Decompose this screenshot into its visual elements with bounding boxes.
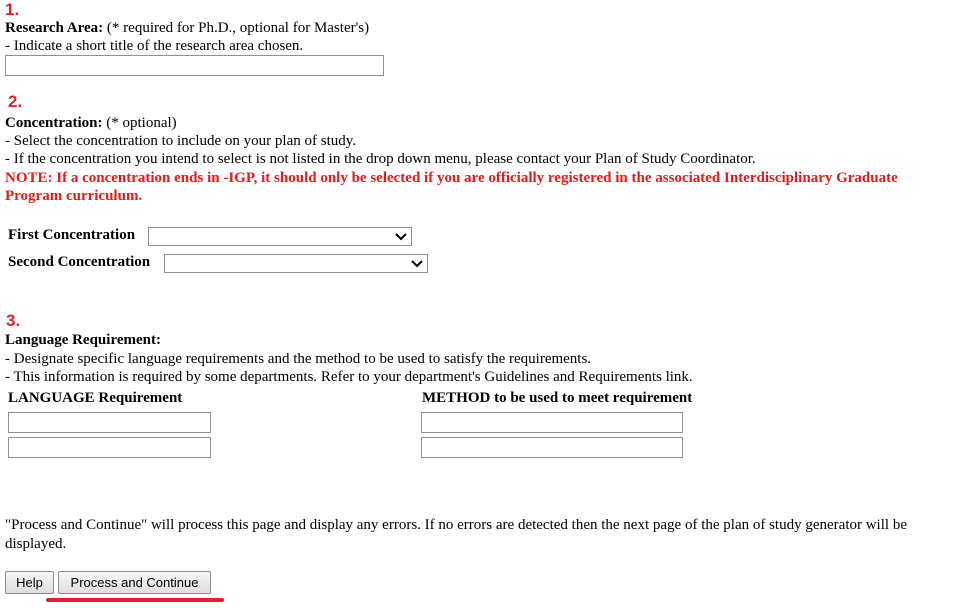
language-requirement-title: Language Requirement: [5,332,161,348]
concentration-note: (* optional) [102,115,177,131]
method-input-1[interactable] [421,412,683,433]
second-concentration-label: Second Concentration [8,254,151,270]
concentration-title: Concentration: [5,115,103,131]
language-hint-1: - Designate specific language requirements and the method to be used to satisfy the requirements. [5,351,592,367]
method-input-2[interactable] [421,437,683,458]
section-1-number: 1. [5,0,20,19]
chevron-down-icon [411,255,423,272]
chevron-down-icon [395,228,407,245]
research-area-input[interactable] [5,55,384,76]
language-requirement-input-2[interactable] [8,437,211,458]
concentration-heading [5,114,177,132]
igp-warning-line-1: NOTE: If a concentration ends in -IGP, it should only be selected if you are officially registered in the associated Interdisciplinary Graduate [5,170,898,186]
research-area-title: Research Area: [5,20,104,36]
process-info-line-1: "Process and Continue" will process this page and display any errors. If no errors are detected then the next page of the plan of study generator will be [5,517,907,533]
process-info-line-2: displayed. [5,536,67,552]
second-concentration-select[interactable] [164,254,428,273]
igp-warning-line-2: Program curriculum. [5,188,143,204]
concentration-hint-1: - Select the concentration to include on your plan of study. [5,133,357,149]
annotation-underline [46,598,224,602]
concentration-hint-2: - If the concentration you intend to select is not listed in the drop down menu, please contact your Plan of Study Coordinator. [5,151,756,167]
first-concentration-label: First Concentration [8,227,136,243]
process-and-continue-button[interactable]: Process and Continue [58,571,211,594]
language-hint-2: - This information is required by some departments. Refer to your department's Guidelines and Requirements link. [5,369,693,385]
help-button[interactable]: Help [5,571,54,594]
section-3-number: 3. [6,311,21,330]
research-area-heading [5,19,369,37]
language-requirement-input-1[interactable] [8,412,211,433]
language-column-header: LANGUAGE Requirement [8,390,183,406]
section-2-number: 2. [8,92,23,111]
research-area-note: (* required for Ph.D., optional for Master's) [103,20,370,36]
first-concentration-select[interactable] [148,227,412,246]
research-area-hint: - Indicate a short title of the research area chosen. [5,38,304,54]
method-column-header: METHOD to be used to meet requirement [422,390,693,406]
